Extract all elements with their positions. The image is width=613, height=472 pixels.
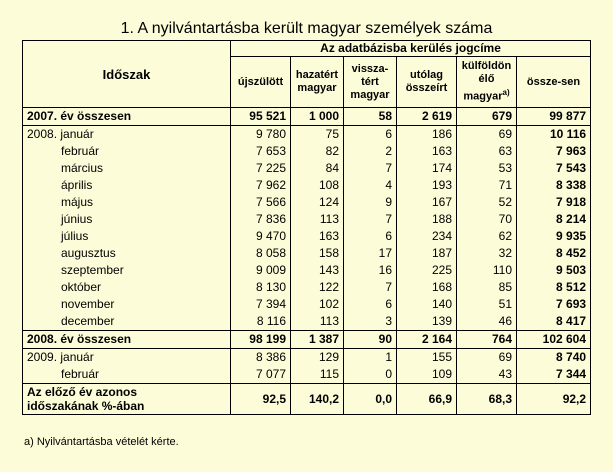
row-label: augusztus bbox=[23, 245, 231, 262]
table-cell: 95 521 bbox=[231, 108, 291, 126]
footnote-marker: a) bbox=[502, 88, 510, 98]
table-cell: 113 bbox=[291, 211, 344, 228]
table-cell: 9 470 bbox=[231, 228, 291, 245]
table-cell: 7 543 bbox=[517, 160, 591, 177]
table-cell: 7 394 bbox=[231, 296, 291, 313]
table-cell: 62 bbox=[457, 228, 517, 245]
table-cell: 9 009 bbox=[231, 262, 291, 279]
table-cell: 6 bbox=[344, 228, 397, 245]
table-cell: 7 077 bbox=[231, 366, 291, 384]
table-cell: 7 225 bbox=[231, 160, 291, 177]
table-cell: 8 058 bbox=[231, 245, 291, 262]
table-cell: 167 bbox=[397, 194, 457, 211]
table-cell: 8 452 bbox=[517, 245, 591, 262]
table-row bbox=[23, 331, 591, 349]
table-cell: 6 bbox=[344, 296, 397, 313]
table-cell: 52 bbox=[457, 194, 517, 211]
table-cell: 102 bbox=[291, 296, 344, 313]
table-cell: 8 417 bbox=[517, 313, 591, 331]
table-title: 1. A nyilvántartásba került magyar személyek száma bbox=[120, 20, 493, 37]
table-cell: 193 bbox=[397, 177, 457, 194]
table-cell: 234 bbox=[397, 228, 457, 245]
table-cell: 110 bbox=[457, 262, 517, 279]
table-cell: 8 214 bbox=[517, 211, 591, 228]
row-label: április bbox=[23, 177, 231, 194]
newborn-header: újszülött bbox=[231, 57, 291, 108]
abroad-header: külföldön élő magyar$^{a)}$ bbox=[457, 57, 517, 108]
summary-cell: 92,5 bbox=[231, 384, 291, 415]
table-cell: 53 bbox=[457, 160, 517, 177]
table-cell: 122 bbox=[291, 279, 344, 296]
row-label: november bbox=[23, 296, 231, 313]
summary-cell: 140,2 bbox=[291, 384, 344, 415]
table-cell: 71 bbox=[457, 177, 517, 194]
table-cell: 7 bbox=[344, 211, 397, 228]
table-cell: 6 bbox=[344, 126, 397, 144]
table-cell: 8 386 bbox=[231, 349, 291, 367]
table-cell: 99 877 bbox=[517, 108, 591, 126]
late-registered-header: utólag összeírt bbox=[397, 57, 457, 108]
table-cell: 168 bbox=[397, 279, 457, 296]
table-cell: 58 bbox=[344, 108, 397, 126]
table-body bbox=[23, 108, 591, 415]
table-cell: 2 619 bbox=[397, 108, 457, 126]
row-label: szeptember bbox=[23, 262, 231, 279]
summary-label: Az előző év azonos időszakának %-ában bbox=[23, 384, 231, 415]
table-cell: 70 bbox=[457, 211, 517, 228]
row-label: február bbox=[23, 143, 231, 160]
row-label: július bbox=[23, 228, 231, 245]
table-cell: 8 740 bbox=[517, 349, 591, 367]
table-cell: 2 bbox=[344, 143, 397, 160]
table-cell: 16 bbox=[344, 262, 397, 279]
table-cell: 163 bbox=[397, 143, 457, 160]
table-cell: 75 bbox=[291, 126, 344, 144]
footnote: a) Nyilvántartásba vételét kérte. bbox=[24, 436, 179, 448]
table-cell: 7 344 bbox=[517, 366, 591, 384]
table-cell: 3 bbox=[344, 313, 397, 331]
table-row bbox=[23, 126, 591, 144]
table-cell: 764 bbox=[457, 331, 517, 349]
row-label: 2009. január bbox=[23, 349, 231, 367]
table-cell: 186 bbox=[397, 126, 457, 144]
table-cell: 108 bbox=[291, 177, 344, 194]
row-label: 2008. január bbox=[23, 126, 231, 144]
table-cell: 139 bbox=[397, 313, 457, 331]
row-label: február bbox=[23, 366, 231, 384]
group-header: Az adatbázisba kerülés jogcíme bbox=[231, 41, 591, 57]
row-label: 2008. év összesen bbox=[23, 331, 231, 349]
total-header: össze-sen bbox=[517, 57, 591, 108]
table-cell: 143 bbox=[291, 262, 344, 279]
table-cell: 9 780 bbox=[231, 126, 291, 144]
table-cell: 8 338 bbox=[517, 177, 591, 194]
table-cell: 1 bbox=[344, 349, 397, 367]
row-label: március bbox=[23, 160, 231, 177]
table-cell: 84 bbox=[291, 160, 344, 177]
table-cell: 155 bbox=[397, 349, 457, 367]
table-row bbox=[23, 194, 591, 211]
table-cell: 679 bbox=[457, 108, 517, 126]
table-cell: 140 bbox=[397, 296, 457, 313]
table-cell: 69 bbox=[457, 126, 517, 144]
table-row bbox=[23, 108, 591, 126]
table-row bbox=[23, 296, 591, 313]
table-cell: 32 bbox=[457, 245, 517, 262]
table-cell: 0 bbox=[344, 366, 397, 384]
table-cell: 8 512 bbox=[517, 279, 591, 296]
table-cell: 90 bbox=[344, 331, 397, 349]
table-cell: 46 bbox=[457, 313, 517, 331]
table-cell: 7 836 bbox=[231, 211, 291, 228]
table-cell: 124 bbox=[291, 194, 344, 211]
table-cell: 9 bbox=[344, 194, 397, 211]
table-row bbox=[23, 366, 591, 384]
table-cell: 129 bbox=[291, 349, 344, 367]
table-cell: 163 bbox=[291, 228, 344, 245]
table-cell: 17 bbox=[344, 245, 397, 262]
table-cell: 174 bbox=[397, 160, 457, 177]
summary-cell: 0,0 bbox=[344, 384, 397, 415]
table-cell: 115 bbox=[291, 366, 344, 384]
table-cell: 109 bbox=[397, 366, 457, 384]
table-cell: 9 503 bbox=[517, 262, 591, 279]
table-cell: 43 bbox=[457, 366, 517, 384]
table-cell: 1 387 bbox=[291, 331, 344, 349]
table-row bbox=[23, 228, 591, 245]
table-cell: 2 164 bbox=[397, 331, 457, 349]
table-cell: 7 bbox=[344, 160, 397, 177]
table-cell: 63 bbox=[457, 143, 517, 160]
row-label: 2007. év összesen bbox=[23, 108, 231, 126]
table-cell: 1 000 bbox=[291, 108, 344, 126]
table-cell: 158 bbox=[291, 245, 344, 262]
resettled-header: vissza- tért magyar bbox=[344, 57, 397, 108]
summary-cell: 66,9 bbox=[397, 384, 457, 415]
table-cell: 7 bbox=[344, 279, 397, 296]
table-row bbox=[23, 143, 591, 160]
table-cell: 7 653 bbox=[231, 143, 291, 160]
table-cell: 51 bbox=[457, 296, 517, 313]
table-cell: 85 bbox=[457, 279, 517, 296]
table-row bbox=[23, 160, 591, 177]
table-cell: 102 604 bbox=[517, 331, 591, 349]
table-cell: 7 566 bbox=[231, 194, 291, 211]
table-cell: 69 bbox=[457, 349, 517, 367]
table-cell: 10 116 bbox=[517, 126, 591, 144]
returned-header: hazatért magyar bbox=[291, 57, 344, 108]
table-cell: 9 935 bbox=[517, 228, 591, 245]
table-cell: 7 693 bbox=[517, 296, 591, 313]
period-header: Időszak bbox=[23, 41, 231, 108]
table-row bbox=[23, 245, 591, 262]
row-label: május bbox=[23, 194, 231, 211]
table-row bbox=[23, 211, 591, 228]
table-cell: 7 962 bbox=[231, 177, 291, 194]
table-row bbox=[23, 262, 591, 279]
table-row bbox=[23, 177, 591, 194]
table-cell: 98 199 bbox=[231, 331, 291, 349]
summary-cell: 92,2 bbox=[517, 384, 591, 415]
data-table bbox=[22, 40, 591, 415]
table-row bbox=[23, 313, 591, 331]
table-cell: 187 bbox=[397, 245, 457, 262]
table-cell: 225 bbox=[397, 262, 457, 279]
row-label: június bbox=[23, 211, 231, 228]
summary-row bbox=[23, 384, 591, 415]
row-label: december bbox=[23, 313, 231, 331]
table-row bbox=[23, 279, 591, 296]
table-cell: 7 963 bbox=[517, 143, 591, 160]
table-cell: 8 116 bbox=[231, 313, 291, 331]
table-cell: 113 bbox=[291, 313, 344, 331]
table-row bbox=[23, 349, 591, 367]
summary-cell: 68,3 bbox=[457, 384, 517, 415]
table-cell: 7 918 bbox=[517, 194, 591, 211]
table-cell: 82 bbox=[291, 143, 344, 160]
table-cell: 4 bbox=[344, 177, 397, 194]
table-cell: 188 bbox=[397, 211, 457, 228]
row-label: október bbox=[23, 279, 231, 296]
table-cell: 8 130 bbox=[231, 279, 291, 296]
